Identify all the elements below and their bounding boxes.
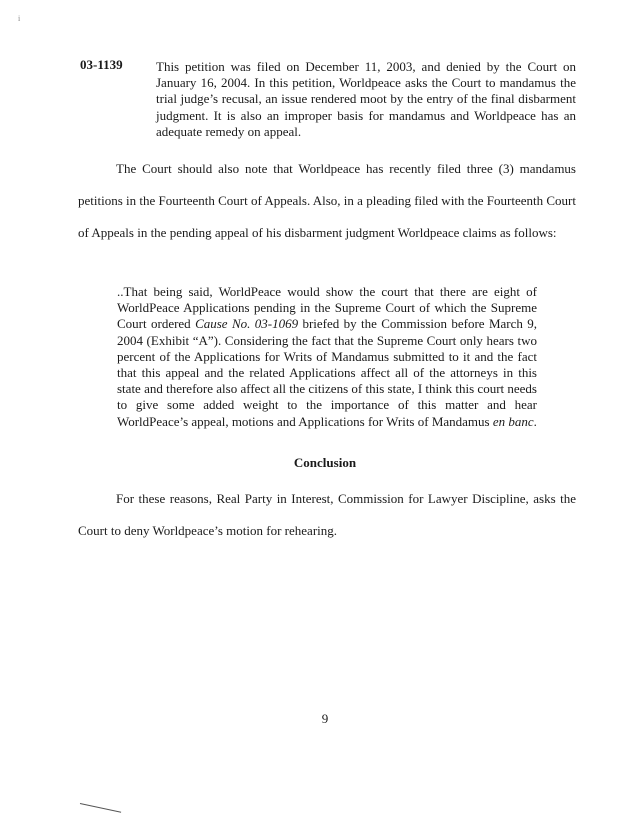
- page-number: 9: [321, 711, 329, 726]
- quote-text-part1: ..That being said, WorldPeace would show the court that there are eight of WorldPeace Applications pending in the Supreme Court of which the Supreme Court ordered: [117, 284, 537, 332]
- block-quote: [117, 284, 537, 430]
- body-paragraph: The Court should also note that Worldpeace has recently filed three (3) mandamus petitions in the Fourteenth Court of Appeals. Also, in a pleading filed with the Fourteenth Court of Appeals in the pending appeal of his disbarment judgment Worldpeace claims as follows:: [78, 161, 576, 240]
- quote-cause-reference: Cause No. 03-1069: [195, 316, 299, 332]
- corner-mark: i: [18, 14, 21, 23]
- conclusion-paragraph: For these reasons, Real Party in Interest, Commission for Lawyer Discipline, asks the Court to deny Worldpeace’s motion for rehearing.: [78, 491, 576, 538]
- conclusion-heading: Conclusion: [293, 455, 357, 470]
- quote-text-part2: briefed by the Commission before March 9, 2004 (Exhibit “A”). Considering the fact that the Supreme Court only hears two percent of the Applications for Writs of Mandamus submitted to it and the fact that this appeal and the related Applications affect all of the attorneys in this state and therefore also affect all the citizens of this state, I think this court needs to give some added weight to the importance of this matter and hear WorldPeace’s appeal, motions and Applications for Writs of Mandamus: [117, 316, 537, 429]
- quote-end: .: [533, 413, 537, 429]
- petition-description: This petition was filed on December 11, 2003, and denied by the Court on January 16, 2004. In this petition, Worldpeace asks the Court to mandamus the trial judge’s recusal, an issue rendered moot by the entry of the final disbarment judgment. It is also an improper basis for mandamus and Worldpeace has an adequate remedy on appeal.: [156, 59, 576, 139]
- scan-smudge: [80, 803, 121, 813]
- petition-number: 03-1139: [80, 57, 123, 72]
- quote-en-banc: en banc: [492, 413, 534, 429]
